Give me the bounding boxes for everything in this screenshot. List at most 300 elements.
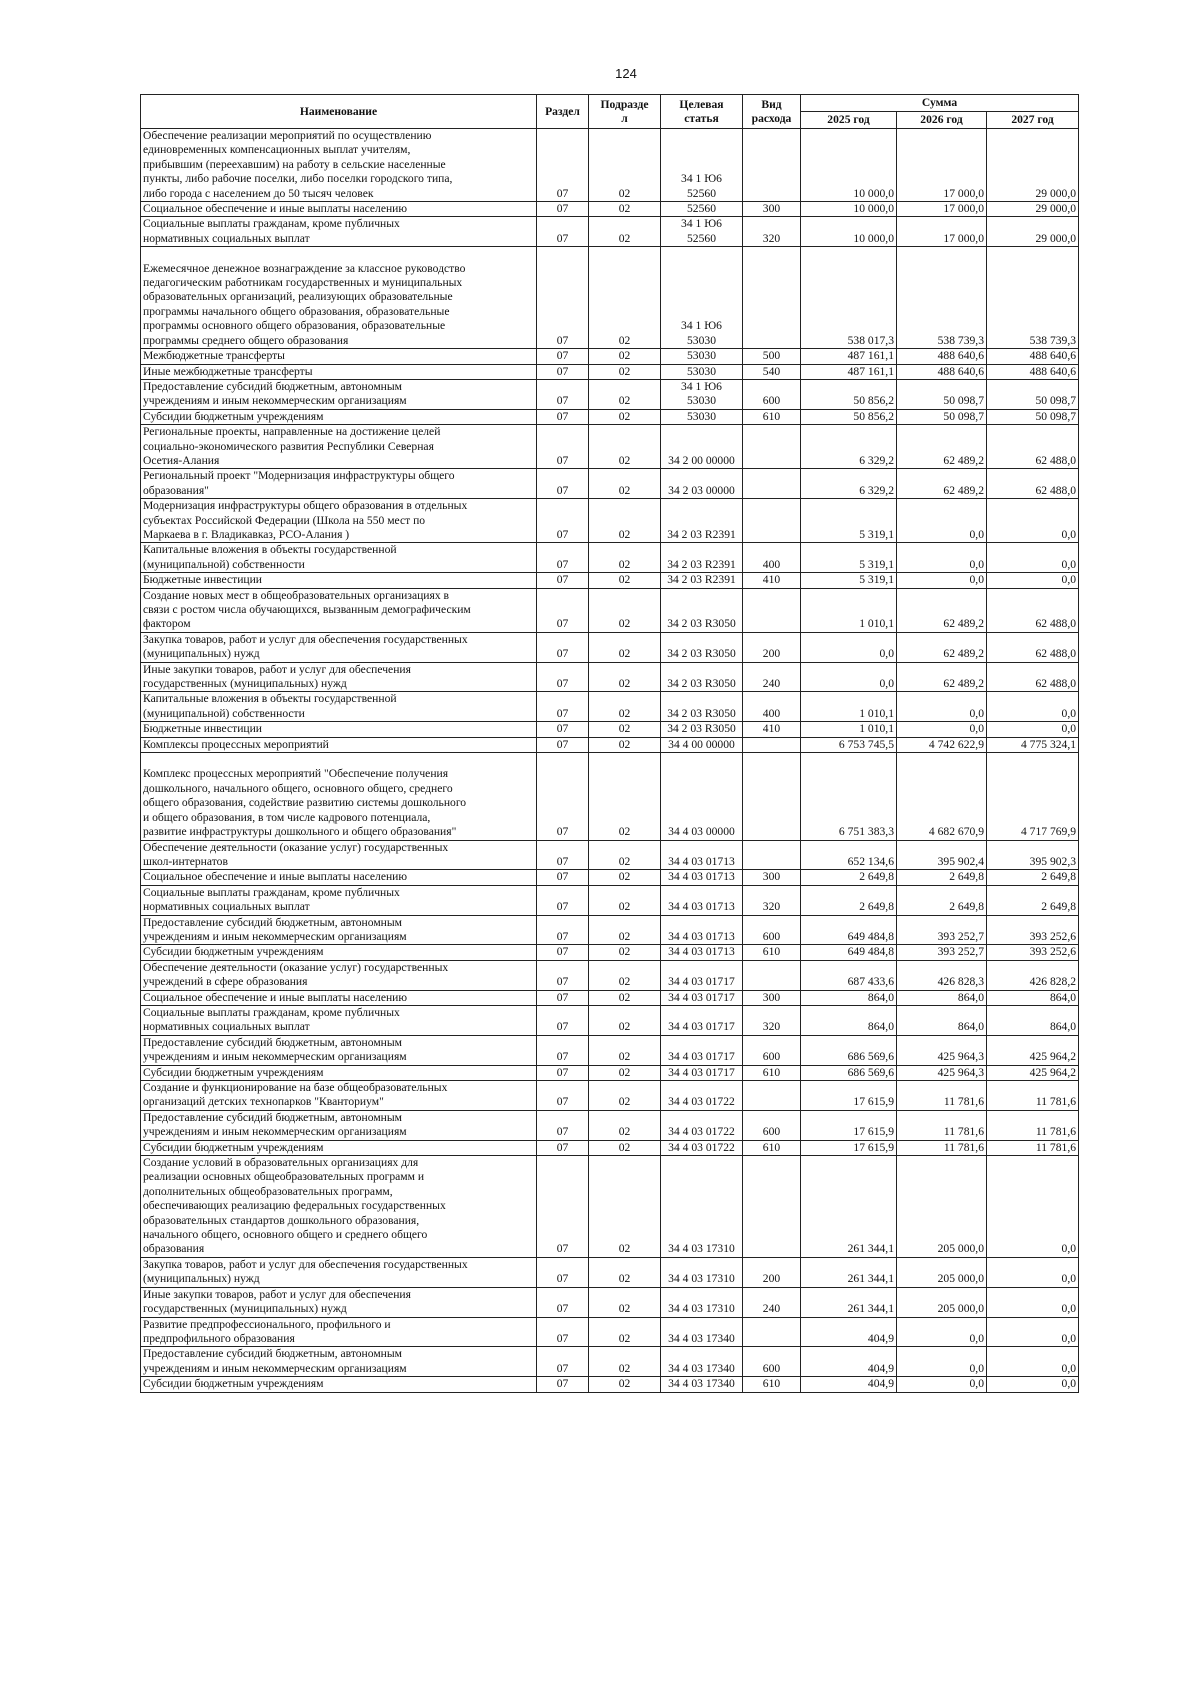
row-name: Обеспечение реализации мероприятий по осуществлению единовременных компенсационных выплат учителям, прибывшим (переехавшим) на работу в сельские населенные пункты, либо рабочие поселки, либо поселки городского типа, либо города с населением до 50 тысяч человек — [141, 129, 537, 202]
row-sum-2026: 425 964,3 — [897, 1035, 987, 1065]
row-section: 07 — [537, 573, 589, 588]
row-name: Иные межбюджетные трансферты — [141, 364, 537, 379]
row-subsection: 02 — [589, 202, 661, 217]
row-subsection: 02 — [589, 692, 661, 722]
row-sum-2026: 2 649,8 — [897, 885, 987, 915]
row-section: 07 — [537, 753, 589, 840]
row-expense-type: 400 — [743, 692, 801, 722]
row-sum-2027: 0,0 — [987, 692, 1079, 722]
row-name: Социальные выплаты гражданам, кроме публичных нормативных социальных выплат — [141, 217, 537, 247]
row-target: 34 4 03 17310 — [661, 1257, 743, 1287]
header-subsection: Подразде л — [589, 95, 661, 129]
row-sum-2026: 393 252,7 — [897, 945, 987, 960]
row-subsection: 02 — [589, 588, 661, 632]
row-sum-2027: 0,0 — [987, 1156, 1079, 1258]
row-name: Создание условий в образовательных организациях для реализации основных общеобразовательных программ и дополнительных общеобразовательных программ, обеспечивающих реализацию федеральных государственных образовательных стандартов дошкольного образования, начального общего, основного общего и среднего общего образования — [141, 1156, 537, 1258]
row-section: 07 — [537, 247, 589, 349]
row-subsection: 02 — [589, 217, 661, 247]
row-name: Создание и функционирование на базе общеобразовательных организаций детских технопарков "Кванториум" — [141, 1081, 537, 1111]
row-sum-2025: 5 319,1 — [801, 543, 897, 573]
row-sum-2026: 0,0 — [897, 692, 987, 722]
row-sum-2025: 5 319,1 — [801, 573, 897, 588]
row-sum-2026: 425 964,3 — [897, 1065, 987, 1080]
row-section: 07 — [537, 425, 589, 469]
row-sum-2027: 425 964,2 — [987, 1065, 1079, 1080]
row-section: 07 — [537, 870, 589, 885]
table-row — [141, 692, 1079, 722]
row-subsection: 02 — [589, 1035, 661, 1065]
row-sum-2026: 426 828,3 — [897, 960, 987, 990]
row-section: 07 — [537, 840, 589, 870]
row-sum-2027: 0,0 — [987, 1287, 1079, 1317]
row-expense-type — [743, 1156, 801, 1258]
row-section: 07 — [537, 217, 589, 247]
row-name: Бюджетные инвестиции — [141, 573, 537, 588]
row-subsection: 02 — [589, 722, 661, 737]
row-sum-2025: 0,0 — [801, 632, 897, 662]
table-row — [141, 499, 1079, 543]
row-sum-2026: 11 781,6 — [897, 1110, 987, 1140]
row-sum-2026: 0,0 — [897, 1347, 987, 1377]
row-expense-type: 600 — [743, 1347, 801, 1377]
row-target: 34 4 03 01717 — [661, 1035, 743, 1065]
row-expense-type — [743, 499, 801, 543]
row-section: 07 — [537, 1065, 589, 1080]
row-sum-2027: 0,0 — [987, 1317, 1079, 1347]
row-expense-type: 320 — [743, 1005, 801, 1035]
row-sum-2027: 50 098,7 — [987, 409, 1079, 424]
row-sum-2025: 17 615,9 — [801, 1081, 897, 1111]
row-name: Предоставление субсидий бюджетным, автономным учреждениям и иным некоммерческим организациям — [141, 1110, 537, 1140]
row-sum-2026: 0,0 — [897, 722, 987, 737]
header-section: Раздел — [537, 95, 589, 129]
row-section: 07 — [537, 349, 589, 364]
row-subsection: 02 — [589, 499, 661, 543]
row-target: 34 2 03 R3050 — [661, 662, 743, 692]
row-sum-2027: 0,0 — [987, 1377, 1079, 1392]
row-section: 07 — [537, 737, 589, 752]
row-sum-2025: 649 484,8 — [801, 945, 897, 960]
row-sum-2026: 62 489,2 — [897, 632, 987, 662]
row-sum-2025: 2 649,8 — [801, 870, 897, 885]
table-row — [141, 1140, 1079, 1155]
row-sum-2026: 0,0 — [897, 1317, 987, 1347]
row-name: Иные закупки товаров, работ и услуг для обеспечения государственных (муниципальных) нужд — [141, 1287, 537, 1317]
row-subsection: 02 — [589, 1065, 661, 1080]
row-target: 34 4 03 01713 — [661, 945, 743, 960]
header-sum: Сумма — [801, 95, 1079, 112]
row-sum-2025: 10 000,0 — [801, 217, 897, 247]
table-row — [141, 915, 1079, 945]
table-row — [141, 840, 1079, 870]
row-sum-2025: 6 751 383,3 — [801, 753, 897, 840]
row-target: 34 2 03 R2391 — [661, 499, 743, 543]
row-target: 53030 — [661, 349, 743, 364]
row-sum-2025: 261 344,1 — [801, 1287, 897, 1317]
row-sum-2027: 62 488,0 — [987, 425, 1079, 469]
row-section: 07 — [537, 1317, 589, 1347]
row-sum-2026: 205 000,0 — [897, 1156, 987, 1258]
row-sum-2025: 864,0 — [801, 990, 897, 1005]
row-sum-2027: 4 717 769,9 — [987, 753, 1079, 840]
row-section: 07 — [537, 632, 589, 662]
row-subsection: 02 — [589, 1377, 661, 1392]
row-sum-2025: 261 344,1 — [801, 1156, 897, 1258]
row-sum-2025: 404,9 — [801, 1317, 897, 1347]
row-sum-2026: 50 098,7 — [897, 379, 987, 409]
row-subsection: 02 — [589, 409, 661, 424]
row-expense-type: 410 — [743, 722, 801, 737]
row-sum-2026: 0,0 — [897, 499, 987, 543]
row-target: 34 4 03 01717 — [661, 990, 743, 1005]
row-expense-type: 500 — [743, 349, 801, 364]
row-section: 07 — [537, 915, 589, 945]
table-row — [141, 1156, 1079, 1258]
row-section: 07 — [537, 364, 589, 379]
row-target: 34 4 03 01717 — [661, 1005, 743, 1035]
row-sum-2027: 62 488,0 — [987, 632, 1079, 662]
table-row — [141, 737, 1079, 752]
row-name: Межбюджетные трансферты — [141, 349, 537, 364]
table-row — [141, 202, 1079, 217]
row-sum-2026: 864,0 — [897, 1005, 987, 1035]
row-section: 07 — [537, 1287, 589, 1317]
row-sum-2027: 0,0 — [987, 1347, 1079, 1377]
row-sum-2027: 11 781,6 — [987, 1081, 1079, 1111]
row-section: 07 — [537, 1110, 589, 1140]
table-row — [141, 753, 1079, 840]
row-target: 34 2 03 R3050 — [661, 632, 743, 662]
row-name: Предоставление субсидий бюджетным, автономным учреждениям и иным некоммерческим организациям — [141, 1347, 537, 1377]
row-target: 34 2 00 00000 — [661, 425, 743, 469]
row-sum-2025: 0,0 — [801, 662, 897, 692]
row-subsection: 02 — [589, 364, 661, 379]
row-expense-type — [743, 425, 801, 469]
row-sum-2025: 6 753 745,5 — [801, 737, 897, 752]
table-row — [141, 885, 1079, 915]
row-subsection: 02 — [589, 1140, 661, 1155]
row-section: 07 — [537, 1140, 589, 1155]
row-expense-type — [743, 737, 801, 752]
row-sum-2025: 10 000,0 — [801, 202, 897, 217]
row-sum-2026: 864,0 — [897, 990, 987, 1005]
table-row — [141, 632, 1079, 662]
row-sum-2027: 425 964,2 — [987, 1035, 1079, 1065]
row-expense-type: 600 — [743, 379, 801, 409]
header-expense-type: Вид расхода — [743, 95, 801, 129]
row-target: 34 1 Ю6 53030 — [661, 379, 743, 409]
row-sum-2025: 10 000,0 — [801, 129, 897, 202]
row-target: 34 4 03 01717 — [661, 1065, 743, 1080]
row-section: 07 — [537, 1156, 589, 1258]
row-sum-2025: 864,0 — [801, 1005, 897, 1035]
table-row — [141, 1035, 1079, 1065]
row-expense-type: 600 — [743, 915, 801, 945]
row-target: 52560 — [661, 202, 743, 217]
row-section: 07 — [537, 1257, 589, 1287]
row-section: 07 — [537, 1035, 589, 1065]
row-target: 34 1 Ю6 53030 — [661, 247, 743, 349]
row-target: 34 4 03 17310 — [661, 1287, 743, 1317]
row-sum-2026: 11 781,6 — [897, 1081, 987, 1111]
row-sum-2027: 395 902,3 — [987, 840, 1079, 870]
row-subsection: 02 — [589, 425, 661, 469]
row-expense-type: 610 — [743, 945, 801, 960]
row-expense-type: 300 — [743, 990, 801, 1005]
row-target: 34 4 03 01717 — [661, 960, 743, 990]
table-row — [141, 425, 1079, 469]
row-sum-2025: 5 319,1 — [801, 499, 897, 543]
row-name: Капитальные вложения в объекты государственной (муниципальной) собственности — [141, 692, 537, 722]
row-sum-2026: 4 682 670,9 — [897, 753, 987, 840]
header-year-2027: 2027 год — [987, 112, 1079, 129]
row-section: 07 — [537, 129, 589, 202]
row-section: 07 — [537, 662, 589, 692]
table-row — [141, 409, 1079, 424]
row-expense-type: 610 — [743, 409, 801, 424]
row-target: 34 4 03 17340 — [661, 1347, 743, 1377]
row-sum-2027: 0,0 — [987, 722, 1079, 737]
row-section: 07 — [537, 885, 589, 915]
row-sum-2027: 426 828,2 — [987, 960, 1079, 990]
row-subsection: 02 — [589, 129, 661, 202]
row-target: 34 2 03 R3050 — [661, 722, 743, 737]
row-expense-type: 300 — [743, 870, 801, 885]
row-target: 34 4 03 01722 — [661, 1110, 743, 1140]
row-section: 07 — [537, 1347, 589, 1377]
row-sum-2027: 29 000,0 — [987, 202, 1079, 217]
row-expense-type — [743, 840, 801, 870]
row-sum-2026: 62 489,2 — [897, 662, 987, 692]
row-sum-2027: 4 775 324,1 — [987, 737, 1079, 752]
row-sum-2026: 17 000,0 — [897, 202, 987, 217]
table-row — [141, 364, 1079, 379]
row-section: 07 — [537, 960, 589, 990]
row-sum-2026: 395 902,4 — [897, 840, 987, 870]
row-name: Предоставление субсидий бюджетным, автономным учреждениям и иным некоммерческим организациям — [141, 915, 537, 945]
row-target: 34 4 03 01722 — [661, 1081, 743, 1111]
row-sum-2025: 652 134,6 — [801, 840, 897, 870]
row-section: 07 — [537, 990, 589, 1005]
table-row — [141, 379, 1079, 409]
row-name: Создание новых мест в общеобразовательных организациях в связи с ростом числа обучающихся, вызванным демографическим фактором — [141, 588, 537, 632]
row-sum-2025: 487 161,1 — [801, 364, 897, 379]
row-subsection: 02 — [589, 469, 661, 499]
row-sum-2025: 6 329,2 — [801, 425, 897, 469]
row-target: 34 4 00 00000 — [661, 737, 743, 752]
row-sum-2027: 538 739,3 — [987, 247, 1079, 349]
table-row — [141, 1081, 1079, 1111]
row-section: 07 — [537, 1005, 589, 1035]
row-sum-2027: 864,0 — [987, 990, 1079, 1005]
table-row — [141, 1347, 1079, 1377]
row-sum-2025: 404,9 — [801, 1377, 897, 1392]
table-row — [141, 722, 1079, 737]
row-subsection: 02 — [589, 1110, 661, 1140]
row-sum-2027: 488 640,6 — [987, 349, 1079, 364]
row-expense-type: 540 — [743, 364, 801, 379]
row-sum-2026: 393 252,7 — [897, 915, 987, 945]
row-expense-type: 610 — [743, 1140, 801, 1155]
row-expense-type — [743, 588, 801, 632]
row-sum-2025: 50 856,2 — [801, 409, 897, 424]
row-name: Иные закупки товаров, работ и услуг для обеспечения государственных (муниципальных) нужд — [141, 662, 537, 692]
row-section: 07 — [537, 409, 589, 424]
row-sum-2027: 0,0 — [987, 543, 1079, 573]
row-subsection: 02 — [589, 1156, 661, 1258]
row-subsection: 02 — [589, 1317, 661, 1347]
row-sum-2027: 29 000,0 — [987, 217, 1079, 247]
table-row — [141, 960, 1079, 990]
row-section: 07 — [537, 1377, 589, 1392]
row-target: 34 4 03 01722 — [661, 1140, 743, 1155]
row-subsection: 02 — [589, 379, 661, 409]
row-sum-2025: 649 484,8 — [801, 915, 897, 945]
row-sum-2026: 205 000,0 — [897, 1257, 987, 1287]
row-target: 34 2 03 R2391 — [661, 543, 743, 573]
table-row — [141, 573, 1079, 588]
row-sum-2026: 62 489,2 — [897, 588, 987, 632]
row-sum-2025: 50 856,2 — [801, 379, 897, 409]
row-target: 34 4 03 17340 — [661, 1377, 743, 1392]
row-sum-2026: 50 098,7 — [897, 409, 987, 424]
row-name: Бюджетные инвестиции — [141, 722, 537, 737]
row-sum-2025: 17 615,9 — [801, 1110, 897, 1140]
table-row — [141, 469, 1079, 499]
table-header — [141, 95, 1079, 129]
table-row — [141, 129, 1079, 202]
row-sum-2027: 11 781,6 — [987, 1110, 1079, 1140]
row-expense-type — [743, 753, 801, 840]
row-sum-2027: 0,0 — [987, 1257, 1079, 1287]
row-sum-2025: 687 433,6 — [801, 960, 897, 990]
row-expense-type — [743, 247, 801, 349]
row-expense-type — [743, 1081, 801, 1111]
row-section: 07 — [537, 379, 589, 409]
row-name: Закупка товаров, работ и услуг для обеспечения государственных (муниципальных) нужд — [141, 1257, 537, 1287]
row-name: Субсидии бюджетным учреждениям — [141, 1065, 537, 1080]
row-target: 34 2 03 R2391 — [661, 573, 743, 588]
row-name: Закупка товаров, работ и услуг для обеспечения государственных (муниципальных) нужд — [141, 632, 537, 662]
row-subsection: 02 — [589, 885, 661, 915]
row-subsection: 02 — [589, 1347, 661, 1377]
table-row — [141, 1110, 1079, 1140]
row-sum-2026: 0,0 — [897, 573, 987, 588]
row-sum-2027: 50 098,7 — [987, 379, 1079, 409]
row-sum-2025: 1 010,1 — [801, 588, 897, 632]
row-name: Комплексы процессных мероприятий — [141, 737, 537, 752]
row-name: Социальное обеспечение и иные выплаты населению — [141, 202, 537, 217]
table-row — [141, 588, 1079, 632]
row-sum-2026: 17 000,0 — [897, 217, 987, 247]
row-target: 34 4 03 17310 — [661, 1156, 743, 1258]
row-subsection: 02 — [589, 870, 661, 885]
row-expense-type — [743, 1317, 801, 1347]
row-target: 34 1 Ю6 52560 — [661, 129, 743, 202]
table-row — [141, 1317, 1079, 1347]
row-subsection: 02 — [589, 632, 661, 662]
row-subsection: 02 — [589, 737, 661, 752]
row-sum-2026: 2 649,8 — [897, 870, 987, 885]
row-target: 34 4 03 01713 — [661, 885, 743, 915]
row-sum-2027: 393 252,6 — [987, 915, 1079, 945]
row-sum-2026: 0,0 — [897, 1377, 987, 1392]
row-sum-2026: 205 000,0 — [897, 1287, 987, 1317]
row-subsection: 02 — [589, 1257, 661, 1287]
row-name: Социальные выплаты гражданам, кроме публичных нормативных социальных выплат — [141, 1005, 537, 1035]
table-row — [141, 945, 1079, 960]
row-sum-2025: 17 615,9 — [801, 1140, 897, 1155]
row-section: 07 — [537, 499, 589, 543]
row-expense-type: 600 — [743, 1035, 801, 1065]
row-name: Ежемесячное денежное вознаграждение за классное руководство педагогическим работникам государственных и муниципальных образовательных организаций, реализующих образовательные программы начального общего образования, образовательные программы основного общего образования, образовательные программы среднего общего образования — [141, 247, 537, 349]
row-subsection: 02 — [589, 990, 661, 1005]
row-target: 34 1 Ю6 52560 — [661, 217, 743, 247]
row-target: 34 4 03 17340 — [661, 1317, 743, 1347]
row-subsection: 02 — [589, 543, 661, 573]
row-sum-2027: 0,0 — [987, 499, 1079, 543]
table-row — [141, 1377, 1079, 1392]
row-name: Региональные проекты, направленные на достижение целей социально-экономического развития Республики Северная Осетия-Алания — [141, 425, 537, 469]
row-subsection: 02 — [589, 1005, 661, 1035]
row-sum-2026: 4 742 622,9 — [897, 737, 987, 752]
row-sum-2027: 62 488,0 — [987, 469, 1079, 499]
row-section: 07 — [537, 469, 589, 499]
row-target: 34 2 03 R3050 — [661, 692, 743, 722]
row-sum-2027: 2 649,8 — [987, 885, 1079, 915]
row-expense-type — [743, 960, 801, 990]
row-sum-2026: 538 739,3 — [897, 247, 987, 349]
row-sum-2027: 488 640,6 — [987, 364, 1079, 379]
row-expense-type: 240 — [743, 1287, 801, 1317]
row-target: 34 4 03 01713 — [661, 870, 743, 885]
row-sum-2025: 404,9 — [801, 1347, 897, 1377]
row-target: 34 4 03 00000 — [661, 753, 743, 840]
row-sum-2025: 2 649,8 — [801, 885, 897, 915]
row-section: 07 — [537, 1081, 589, 1111]
row-sum-2027: 62 488,0 — [987, 588, 1079, 632]
row-name: Социальное обеспечение и иные выплаты населению — [141, 990, 537, 1005]
row-sum-2025: 1 010,1 — [801, 692, 897, 722]
row-section: 07 — [537, 543, 589, 573]
row-sum-2025: 261 344,1 — [801, 1257, 897, 1287]
row-sum-2027: 393 252,6 — [987, 945, 1079, 960]
row-name: Обеспечение деятельности (оказание услуг) государственных учреждений в сфере образования — [141, 960, 537, 990]
table-row — [141, 662, 1079, 692]
row-subsection: 02 — [589, 753, 661, 840]
row-sum-2025: 1 010,1 — [801, 722, 897, 737]
header-year-2026: 2026 год — [897, 112, 987, 129]
row-expense-type: 300 — [743, 202, 801, 217]
row-section: 07 — [537, 588, 589, 632]
row-expense-type: 610 — [743, 1065, 801, 1080]
row-sum-2025: 538 017,3 — [801, 247, 897, 349]
row-target: 34 4 03 01713 — [661, 840, 743, 870]
row-section: 07 — [537, 692, 589, 722]
row-name: Комплекс процессных мероприятий "Обеспечение получения дошкольного, начального общего, основного общего, среднего общего образования, содействие развитию системы дошкольного и общего образования, в том числе кадрового потенциала, развитие инфраструктуры дошкольного и общего образования" — [141, 753, 537, 840]
row-subsection: 02 — [589, 960, 661, 990]
row-subsection: 02 — [589, 915, 661, 945]
table-row — [141, 543, 1079, 573]
table-row — [141, 870, 1079, 885]
row-sum-2026: 62 489,2 — [897, 425, 987, 469]
table-row — [141, 1287, 1079, 1317]
row-name: Предоставление субсидий бюджетным, автономным учреждениям и иным некоммерческим организациям — [141, 1035, 537, 1065]
row-sum-2025: 686 569,6 — [801, 1065, 897, 1080]
row-subsection: 02 — [589, 1081, 661, 1111]
row-subsection: 02 — [589, 1287, 661, 1317]
row-subsection: 02 — [589, 247, 661, 349]
